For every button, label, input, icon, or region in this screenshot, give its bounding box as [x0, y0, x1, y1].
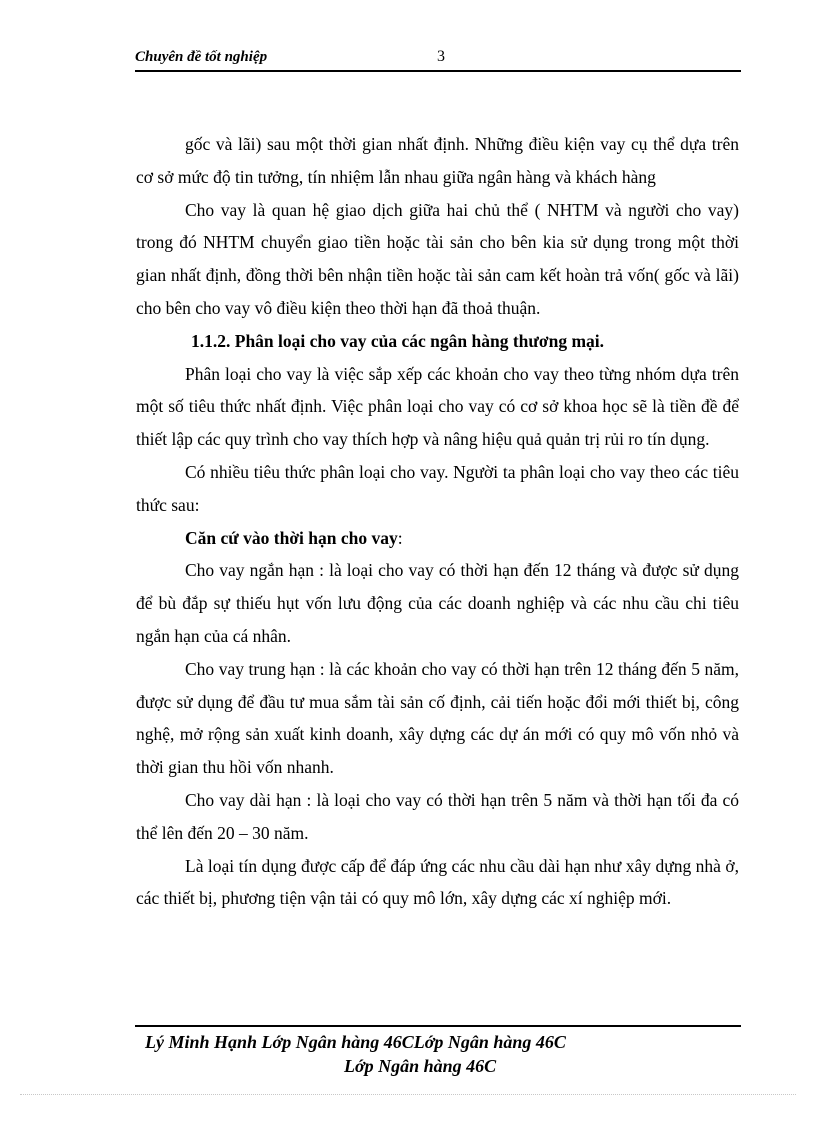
paragraph-5: Cho vay ngắn hạn : là loại cho vay có thời hạn đến 12 tháng và được sử dụng để bù đắp sự thiếu hụt vốn lưu động của các doanh nghiệp và các nhu cầu chi tiêu ngắn hạn của cá nhân.: [136, 560, 739, 646]
paragraph-2: Cho vay là quan hệ giao dịch giữa hai chủ thể ( NHTM và người cho vay) trong đó NHTM chuyển giao tiền hoặc tài sản cho bên kia sử dụng trong một thời gian nhất định, đồng thời bên nhận tiền hoặc tài sản cam kết hoàn trả vốn( gốc và lãi) cho bên cho vay vô điều kiện theo thời hạn đã thoả thuận.: [136, 199, 739, 318]
header-title: Chuyên đề tốt nghiệp: [135, 49, 268, 65]
paragraph-7: Cho vay dài hạn : là loại cho vay có thời hạn trên 5 năm và thời hạn tối đa có thể lên đến 20 – 30 năm.: [136, 789, 739, 843]
footer-line-1: Lý Minh Hạnh Lớp Ngân hàng 46CLớp Ngân hàng 46C: [145, 1032, 566, 1052]
paragraph-4: Có nhiều tiêu thức phân loại cho vay. Người ta phân loại cho vay theo các tiêu thức sau:: [136, 461, 739, 515]
paragraph-8: Là loại tín dụng được cấp để đáp ứng các nhu cầu dài hạn như xây dựng nhà ở, các thiết bị, phương tiện vận tải có quy mô lớn, xây dựng các xí nghiệp mới.: [136, 855, 739, 909]
page-header: [135, 48, 741, 72]
page-footer: [145, 1030, 735, 1078]
section-heading: 1.1.2. Phân loại cho vay của các ngân hàng thương mại.: [191, 330, 605, 351]
page-number: 3: [437, 48, 445, 65]
subheading: Căn cứ vào thời hạn cho vay: [185, 527, 398, 548]
subheading-colon: :: [397, 527, 403, 548]
page-boundary-divider: [20, 1094, 796, 1095]
paragraph-3: Phân loại cho vay là việc sắp xếp các khoản cho vay theo từng nhóm dựa trên một số tiêu thức nhất định. Việc phân loại cho vay có cơ sở khoa học sẽ là tiền đề để thiết lập các quy trình cho vay thích hợp và nâng hiệu quả quản trị rủi ro tín dụng.: [136, 363, 739, 450]
footer-line-2: Lớp Ngân hàng 46C: [344, 1056, 497, 1076]
document-body: [136, 128, 739, 915]
paragraph-6: Cho vay trung hạn : là các khoản cho vay có thời hạn trên 12 tháng đến 5 năm, được sử dụng để đầu tư mua sắm tài sản cố định, cải tiến hoặc đổi mới thiết bị, công nghệ, mở rộng sản xuất kinh doanh, xây dựng các dự án mới có quy mô vốn nhỏ và thời gian thu hồi vốn nhanh.: [136, 658, 739, 778]
footer-divider: [135, 1025, 741, 1027]
subheading-line: [136, 522, 739, 555]
paragraph-1: gốc và lãi) sau một thời gian nhất định. Những điều kiện vay cụ thể dựa trên cơ sở mức độ tin tưởng, tín nhiệm lẫn nhau giữa ngân hàng và khách hàng: [136, 134, 739, 187]
